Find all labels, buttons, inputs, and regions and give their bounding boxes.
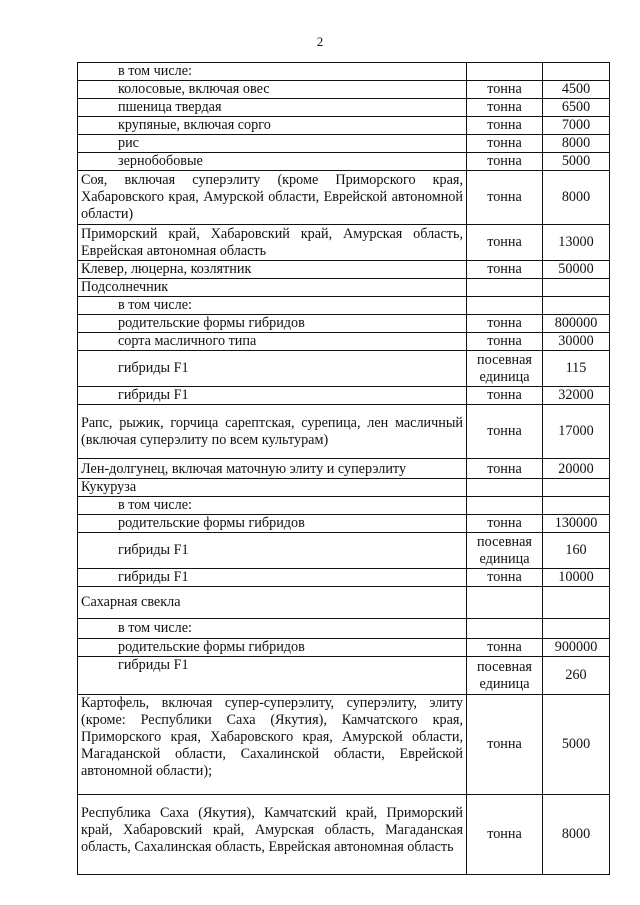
row-name: Рапс, рыжик, горчица сарептская, сурепица, лен масличный (включая суперэлиту по всем культурам) xyxy=(78,405,467,459)
row-value: 8000 xyxy=(543,171,610,225)
row-unit: тонна xyxy=(467,171,543,225)
row-name: в том числе: xyxy=(78,297,467,315)
table-row xyxy=(78,63,610,81)
row-value: 50000 xyxy=(543,261,610,279)
row-unit xyxy=(467,619,543,639)
row-name: Картофель, включая супер-суперэлиту, суперэлиту, элиту (кроме: Республики Саха (Якутия), Камчатского края, Приморского края, Хабаровского края, Амурской области, Магаданской области, Сахалинской области, Еврейской автономной области); xyxy=(78,695,467,795)
table-row xyxy=(78,639,610,657)
row-unit: тонна xyxy=(467,81,543,99)
row-unit: тонна xyxy=(467,117,543,135)
table-row xyxy=(78,515,610,533)
row-name: гибриды F1 xyxy=(78,569,467,587)
row-name: в том числе: xyxy=(78,619,467,639)
row-value: 17000 xyxy=(543,405,610,459)
row-value: 130000 xyxy=(543,515,610,533)
table-row xyxy=(78,333,610,351)
row-value: 8000 xyxy=(543,795,610,875)
row-value: 13000 xyxy=(543,225,610,261)
table-row xyxy=(78,657,610,695)
row-name: Лен-долгунец, включая маточную элиту и суперэлиту xyxy=(78,459,467,479)
row-value: 5000 xyxy=(543,153,610,171)
row-unit xyxy=(467,479,543,497)
table-row xyxy=(78,351,610,387)
table-row xyxy=(78,405,610,459)
row-unit: тонна xyxy=(467,333,543,351)
row-name: Сахарная свекла xyxy=(78,587,467,619)
row-value: 800000 xyxy=(543,315,610,333)
row-name: Приморский край, Хабаровский край, Амурская область, Еврейская автономная область xyxy=(78,225,467,261)
row-unit: тонна xyxy=(467,315,543,333)
row-value xyxy=(543,497,610,515)
table-row xyxy=(78,279,610,297)
row-unit xyxy=(467,279,543,297)
table-row xyxy=(78,795,610,875)
row-unit: тонна xyxy=(467,515,543,533)
row-name: Клевер, люцерна, козлятник xyxy=(78,261,467,279)
row-unit: тонна xyxy=(467,99,543,117)
row-unit: тонна xyxy=(467,225,543,261)
row-name: родительские формы гибридов xyxy=(78,315,467,333)
row-unit: посевная единица xyxy=(467,657,543,695)
row-unit: тонна xyxy=(467,153,543,171)
row-name: Соя, включая суперэлиту (кроме Приморского края, Хабаровского края, Амурской области, Еврейской автономной области) xyxy=(78,171,467,225)
row-unit: тонна xyxy=(467,387,543,405)
row-unit: тонна xyxy=(467,795,543,875)
row-name: родительские формы гибридов xyxy=(78,515,467,533)
row-value xyxy=(543,587,610,619)
row-name: гибриды F1 xyxy=(78,351,467,387)
row-unit: тонна xyxy=(467,695,543,795)
row-unit: тонна xyxy=(467,405,543,459)
table-row xyxy=(78,153,610,171)
row-value xyxy=(543,279,610,297)
row-name: Республика Саха (Якутия), Камчатский край, Приморский край, Хабаровский край, Амурская область, Магаданская область, Сахалинская область, Еврейская автономная область xyxy=(78,795,467,875)
row-name: гибриды F1 xyxy=(78,387,467,405)
row-unit: тонна xyxy=(467,135,543,153)
row-unit: тонна xyxy=(467,569,543,587)
table-row xyxy=(78,99,610,117)
row-unit xyxy=(467,297,543,315)
table-row xyxy=(78,171,610,225)
row-value: 10000 xyxy=(543,569,610,587)
row-name: Кукуруза xyxy=(78,479,467,497)
row-value: 5000 xyxy=(543,695,610,795)
row-value: 8000 xyxy=(543,135,610,153)
table-row xyxy=(78,297,610,315)
table-row xyxy=(78,695,610,795)
row-unit xyxy=(467,63,543,81)
row-name: Подсолнечник xyxy=(78,279,467,297)
row-value: 32000 xyxy=(543,387,610,405)
row-unit: тонна xyxy=(467,459,543,479)
table-row xyxy=(78,81,610,99)
table-row xyxy=(78,479,610,497)
row-value: 260 xyxy=(543,657,610,695)
row-name: колосовые, включая овес xyxy=(78,81,467,99)
table-row xyxy=(78,533,610,569)
row-value: 30000 xyxy=(543,333,610,351)
page-number: 2 xyxy=(316,34,324,49)
table-row xyxy=(78,387,610,405)
row-unit: тонна xyxy=(467,261,543,279)
row-value xyxy=(543,619,610,639)
row-name: рис xyxy=(78,135,467,153)
row-unit xyxy=(467,587,543,619)
table-row xyxy=(78,315,610,333)
row-name: гибриды F1 xyxy=(78,657,467,695)
table-row xyxy=(78,587,610,619)
row-name: в том числе: xyxy=(78,497,467,515)
row-name: родительские формы гибридов xyxy=(78,639,467,657)
row-value: 115 xyxy=(543,351,610,387)
row-name: в том числе: xyxy=(78,63,467,81)
row-name: пшеница твердая xyxy=(78,99,467,117)
table-row xyxy=(78,459,610,479)
row-value xyxy=(543,479,610,497)
table-row xyxy=(78,569,610,587)
row-name: гибриды F1 xyxy=(78,533,467,569)
row-value: 4500 xyxy=(543,81,610,99)
row-unit: посевная единица xyxy=(467,351,543,387)
row-unit xyxy=(467,497,543,515)
row-value: 6500 xyxy=(543,99,610,117)
row-value: 7000 xyxy=(543,117,610,135)
table-row xyxy=(78,497,610,515)
row-value: 900000 xyxy=(543,639,610,657)
row-unit: тонна xyxy=(467,639,543,657)
row-value xyxy=(543,297,610,315)
table-row xyxy=(78,619,610,639)
row-value: 20000 xyxy=(543,459,610,479)
row-unit: посевная единица xyxy=(467,533,543,569)
row-name: сорта масличного типа xyxy=(78,333,467,351)
row-value xyxy=(543,63,610,81)
row-name: крупяные, включая сорго xyxy=(78,117,467,135)
row-value: 160 xyxy=(543,533,610,569)
row-name: зернобобовые xyxy=(78,153,467,171)
table-row xyxy=(78,117,610,135)
table-row xyxy=(78,135,610,153)
table-row xyxy=(78,261,610,279)
table-row xyxy=(78,225,610,261)
seed-volume-table xyxy=(77,62,610,875)
